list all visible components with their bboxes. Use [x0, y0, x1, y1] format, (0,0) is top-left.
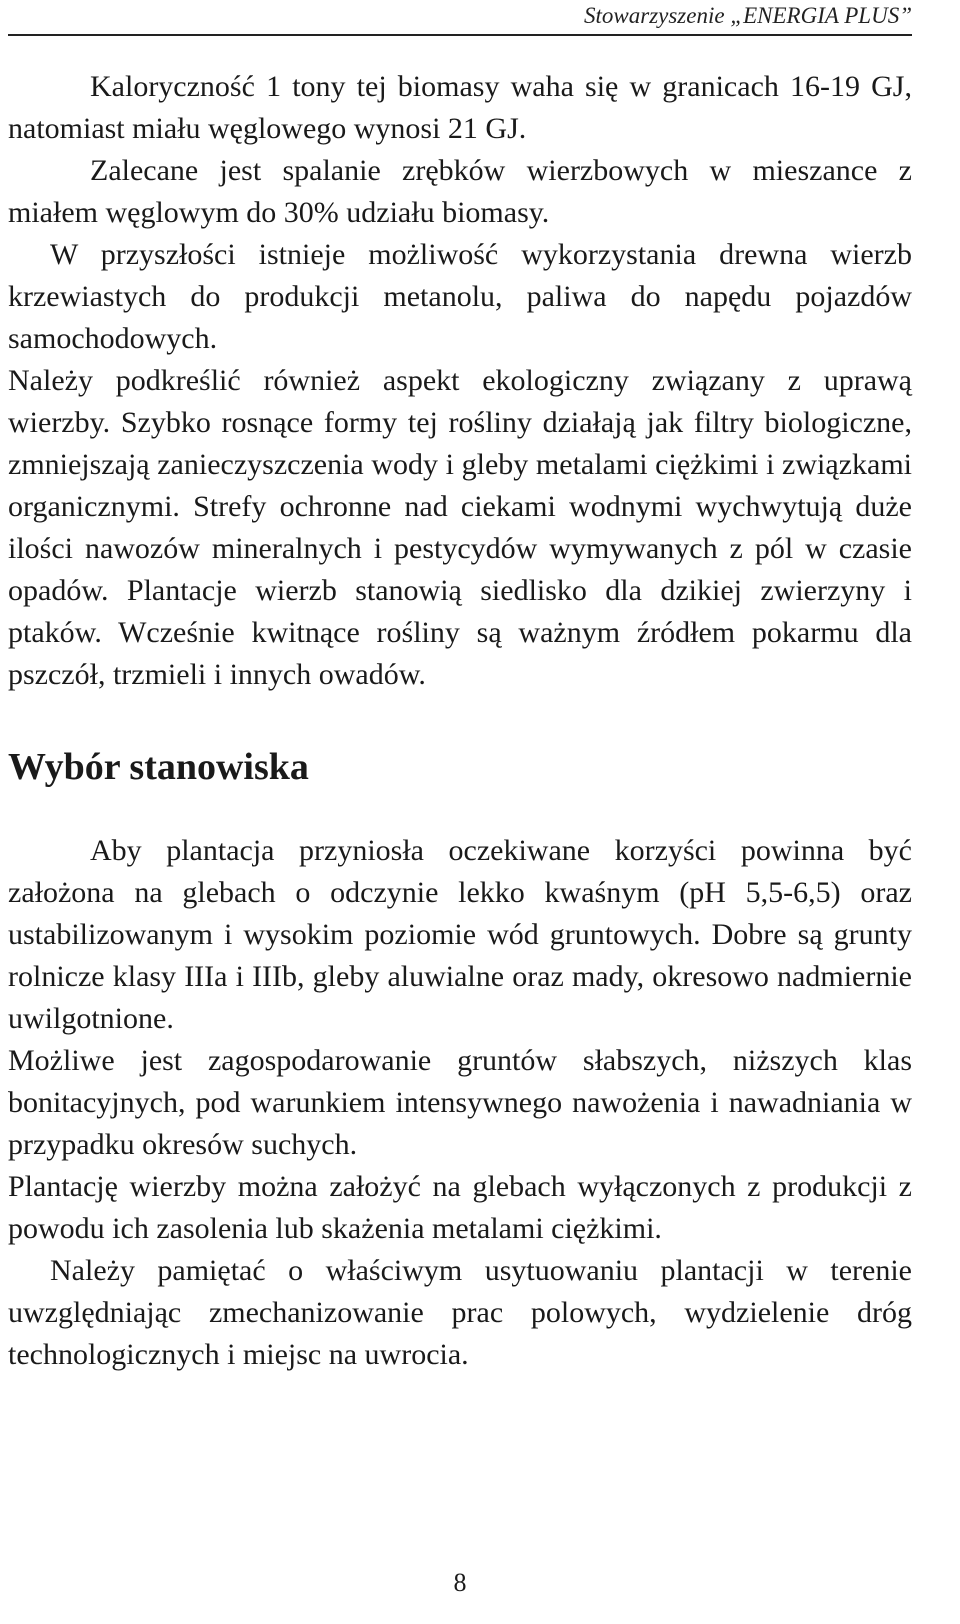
paragraph-ecology: Należy podkreślić również aspekt ekologiczny związany z uprawą wierzby. Szybko rosnące formy tej rośliny działają jak filtry biologiczne, zmniejszają zanieczyszczenia wody i gleby metalami ciężkimi i związkami organicznymi. Strefy ochronne nad ciekami wodnymi wychwytują duże ilości nawozów mineralnych i pestycydów wymywanych z pól w czasie opadów. Plantacje wierzb stanowią siedlisko dla dzikiej zwierzyny i ptaków. Wcześnie kwitnące rośliny są ważnym źródłem pokarmu dla pszczół, trzmieli i innych owadów. — [8, 364, 912, 691]
paragraph-excluded-soils: Plantację wierzby można założyć na glebach wyłączonych z produkcji z powodu ich zasolenia lub skażenia metalami ciężkimi. — [8, 1170, 912, 1245]
page-number: 8 — [453, 1568, 467, 1597]
paragraph-weaker-soils: Możliwe jest zagospodarowanie gruntów słabszych, niższych klas bonitacyjnych, pod warunkiem intensywnego nawożenia i nawadniania w przypadku okresów suchych. — [8, 1044, 912, 1161]
section-heading: Wybór stanowiska — [8, 746, 309, 788]
paragraph-soil-requirements: Aby plantacja przyniosła oczekiwane korzyści powinna być założona na glebach o odczynie lekko kwaśnym (pH 5,5-6,5) oraz ustabilizowanym i wysokim poziomie wód gruntowych. Dobre są grunty rolnicze klasy IIIa i IIIb, gleby aluwialne oraz mady, okresowo nadmiernie uwilgotnione. — [8, 834, 912, 1035]
page-body — [8, 66, 912, 1376]
paragraph-calorific-value: Kaloryczność 1 tony tej biomasy waha się w granicach 16-19 GJ, natomiast miału węglowego wynosi 21 GJ. — [8, 70, 912, 145]
paragraph-co-firing: Zalecane jest spalanie zrębków wierzbowych w mieszance z miałem węglowym do 30% udziału biomasy. — [8, 154, 912, 229]
paragraph-plantation-location: Należy pamiętać o właściwym usytuowaniu plantacji w terenie uwzględniając zmechanizowanie prac polowych, wydzielenie dróg technologicznych i miejsc na uwrocia. — [8, 1254, 912, 1371]
running-header: Stowarzyszenie „ENERGIA PLUS” — [584, 3, 912, 28]
header-divider — [8, 34, 912, 36]
paragraph-methanol: W przyszłości istnieje możliwość wykorzystania drewna wierzb krzewiastych do produkcji metanolu, paliwa do napędu pojazdów samochodowych. — [8, 238, 912, 355]
